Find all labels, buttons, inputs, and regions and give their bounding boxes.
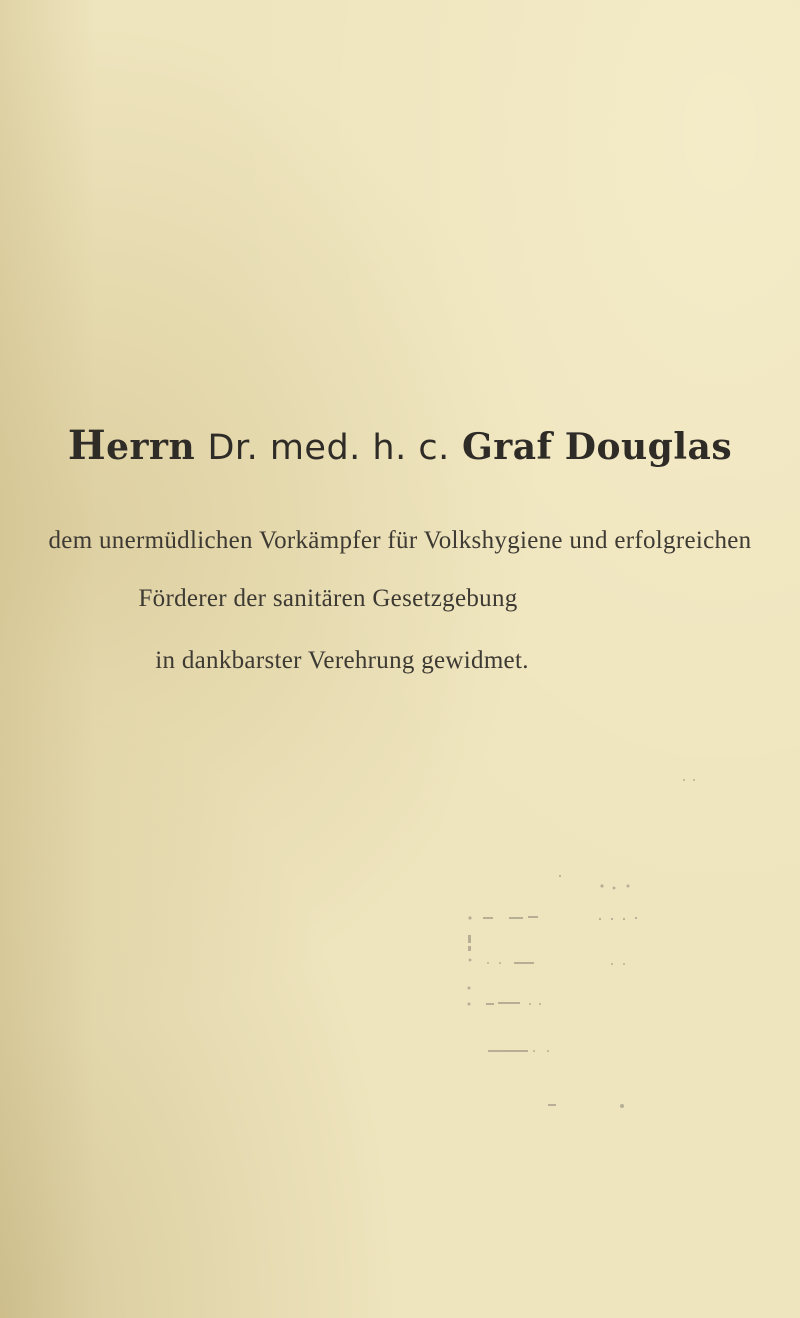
dedication-line-1: dem unermüdlichen Vorkämpfer für Volkshygiene und erfolgreichen [48, 527, 752, 554]
dedication-line-2: Förderer der sanitären Gesetzgebung [138, 585, 518, 612]
dedication-line-3: in dankbarster Verehrung gewidmet. [155, 647, 529, 674]
heading-name: Douglas [564, 426, 733, 468]
heading-herrn: errn [106, 426, 196, 468]
heading-rank: Graf [461, 426, 553, 468]
heading-initial: H [67, 422, 107, 469]
heading-title: Dr. med. h. c. [207, 428, 450, 468]
